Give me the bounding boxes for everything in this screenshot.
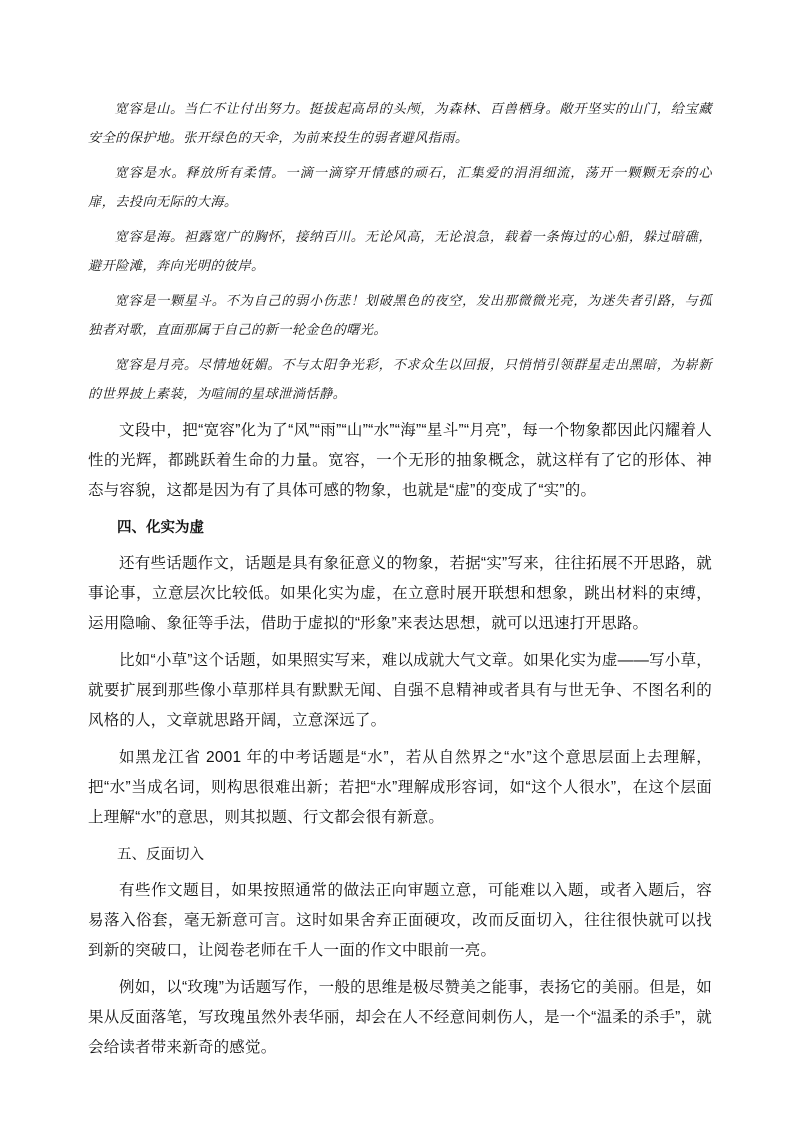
- section4-paragraph-3: 如黑龙江省 2001 年的中考话题是“水”，若从自然界之“水”这个意思层面上去理解，把“水”当成名词，则构思很难出新；若把“水”理解成形容词，如“这个人很水”，在这个层面上理解“水”的意思，则其拟题、行文都会很有新意。: [88, 749, 712, 826]
- section-heading-5: 五、反面切入: [117, 847, 204, 863]
- quote-paragraph-sea: 宽容是海。袒露宽广的胸怀，接纳百川。无论风高，无论浪急，载着一条悔过的心船，躲过暗礁，避开险滩，奔向光明的彼岸。: [88, 230, 712, 274]
- quote-paragraph-star: 宽容是一颗星斗。不为自己的弱小伤悲！划破黑色的夜空，发出那微微光亮，为迷失者引路，与孤独者对歌，直面那属于自己的新一轮金色的曙光。: [88, 294, 712, 338]
- section5-paragraph-1: 有些作文题目，如果按照通常的做法正向审题立意，可能难以入题，或者入题后，容易落入俗套，毫无新意可言。这时如果舍弃正面硬攻，改而反面切入，往往很快就可以找到新的突破口，让阅卷老师在千人一面的作文中眼前一亮。: [88, 882, 712, 959]
- section4-paragraph-1: 还有些话题作文，话题是具有象征意义的物象，若据“实”写来，往往拓展不开思路，就事论事，立意层次比较低。如果化实为虚，在立意时展开联想和想象，跳出材料的束缚，运用隐喻、象征等手法，借助于虚拟的“形象”来表达思想，就可以迅速打开思路。: [88, 555, 712, 632]
- quote-paragraph-moon: 宽容是月亮。尽情地妩媚。不与太阳争光彩，不求众生以回报，只悄悄引领群星走出黑暗，为崭新的世界披上素装，为喧闹的星球泄淌恬静。: [88, 358, 712, 402]
- document-page: [88, 96, 712, 1070]
- summary-paragraph: 文段中，把“宽容”化为了“风”“雨”“山”“水”“海”“星斗”“月亮”，每一个物象都因此闪耀着人性的光辉，都跳跃着生命的力量。宽容，一个无形的抽象概念，就这样有了它的形体、神态与容貌，这都是因为有了具体可感的物象，也就是“虚”的变成了“实”的。: [88, 422, 712, 499]
- quote-paragraph-water: 宽容是水。释放所有柔情。一滴一滴穿开情感的顽石，汇集爱的涓涓细流，荡开一颗颗无奈的心扉，去投向无际的大海。: [88, 166, 712, 210]
- section5-paragraph-2: 例如，以“玫瑰”为话题写作，一般的思维是极尽赞美之能事，表扬它的美丽。但是，如果从反面落笔，写玫瑰虽然外表华丽，却会在人不经意间刺伤人，是一个“温柔的杀手”，就会给读者带来新奇的感觉。: [88, 979, 712, 1056]
- section4-paragraph-2: 比如“小草”这个话题，如果照实写来，难以成就大气文章。如果化实为虚——写小草，就要扩展到那些像小草那样具有默默无闻、自强不息精神或者具有与世无争、不图名利的风格的人，文章就思路开阔，立意深远了。: [88, 652, 712, 729]
- quote-paragraph-mountain: 宽容是山。当仁不让付出努力。挺拔起高昂的头颅，为森林、百兽栖身。敞开坚实的山门，给宝藏安全的保护地。张开绿色的天伞，为前来投生的弱者避风指雨。: [88, 102, 712, 146]
- section-heading-4: 四、化实为虚: [117, 520, 204, 536]
